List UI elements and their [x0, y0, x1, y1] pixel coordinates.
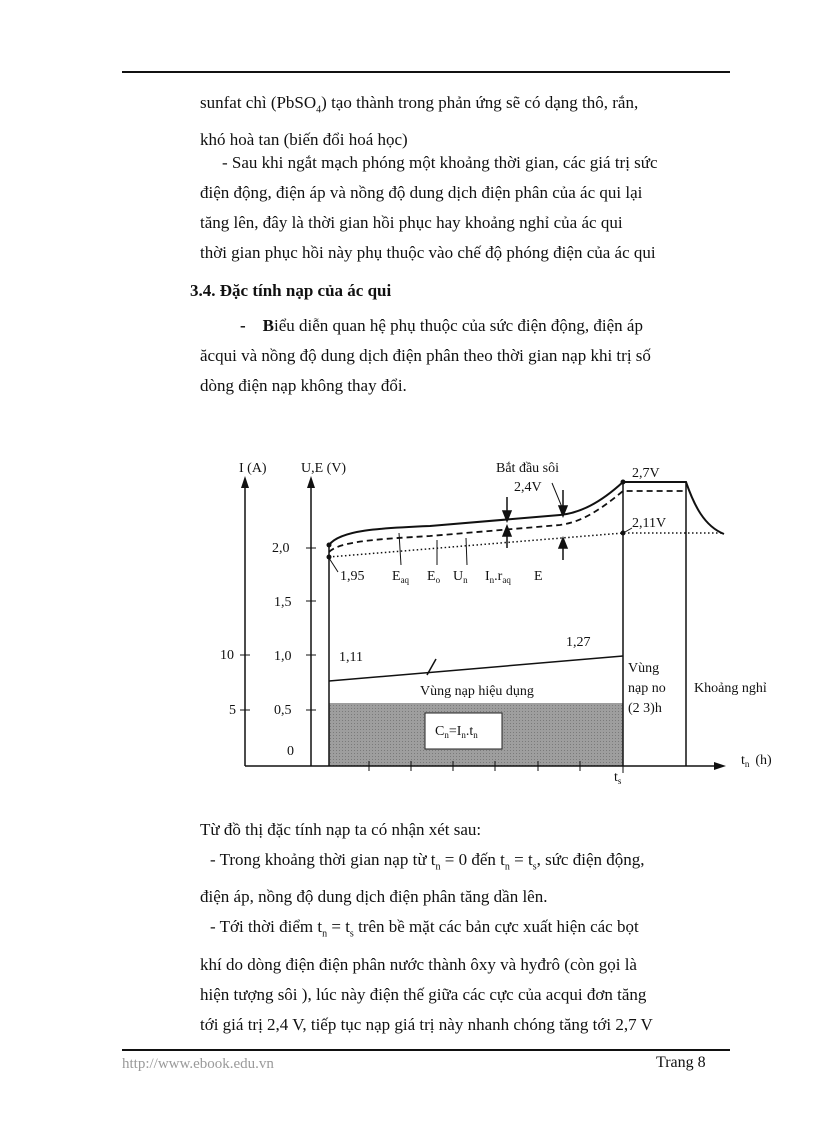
bullet-line-3: dòng điện nạp không thay đổi. [200, 376, 407, 395]
un-label: $U_n$ [453, 569, 468, 585]
observations-line-6: hiện tượng sôi ), lúc này điện thế giữa các cực của acqui đơn tăng [200, 984, 647, 1004]
current-tick-5: 5 [229, 703, 236, 718]
voltage-tick-1-0: 1,0 [274, 649, 292, 664]
intro-line-2: khó hoà tan (biến đổi hoá học) [200, 130, 408, 150]
current-tick-10: 10 [220, 648, 234, 663]
observations-line-3: điện áp, nồng độ dung dịch điện phân tăng dần lên. [200, 887, 548, 907]
observations-paragraph [200, 815, 718, 1040]
voltage-tick-2-0: 2,0 [272, 541, 290, 556]
footer-rule [122, 1049, 730, 1051]
recovery-line-4: thời gian phục hồi này phụ thuộc vào chế độ phóng điện của ác qui [200, 243, 656, 262]
label-leaders [329, 528, 632, 572]
eo-label: $E_o$ [427, 569, 441, 585]
capacity-formula: $C_n=I_n.t_n$ [435, 724, 478, 740]
recovery-line-3: tăng lên, đây là thời gian hồi phục hay khoảng nghỉ của ác qui [200, 213, 623, 232]
intro-line-1: sunfat chì (PbSO$_4$) tạo thành trong phản ứng sẽ có dạng thô, rắn, [200, 93, 639, 116]
v195-label: 1,95 [340, 569, 365, 584]
time-axis-label: $t_n$ (h) [741, 753, 772, 769]
current-axis-label: I (A) [239, 461, 267, 476]
section-heading: 3.4. Đặc tính nạp của ác qui [190, 281, 392, 300]
observations-line-5: khí do dòng điện điện phân nước thành ôxy và hyđrô (còn gọi là [200, 954, 637, 974]
voltage-tick-0-5: 0,5 [274, 703, 292, 718]
voltage-axis-arrow [307, 476, 315, 488]
voltage-tick-1-5: 1,5 [274, 595, 292, 610]
voltage-axis-label: U,E (V) [301, 461, 347, 476]
observations-line-7: tới giá trị 2,4 V, tiếp tục nạp giá trị này nhanh chóng tăng tới 2,7 V [200, 1014, 653, 1034]
ts-label: $t_s$ [614, 770, 622, 786]
v27-label: 2,7V [632, 466, 660, 481]
bullet-line-1: - Biểu diễn quan hệ phụ thuộc của sức điện động, điện áp [240, 316, 643, 335]
inraq-label: $I_n.r_{aq}$ [485, 569, 511, 585]
v24-label: 2,4V [514, 480, 542, 495]
current-axis-arrow [241, 476, 249, 488]
v211-label: 2,11V [632, 516, 667, 531]
effective-zone-label: Vùng nạp hiệu dụng [420, 684, 534, 699]
observations-line-2: - Trong khoảng thời gian nạp từ $t_n = 0$ đến $t_n = t_s$, sức điện động, [210, 850, 645, 873]
page-number: Trang 8 [656, 1054, 706, 1071]
voltage-tick-0: 0 [287, 744, 294, 759]
full-zone-label-1: Vùng [628, 661, 660, 676]
observations-line-1: Từ đồ thị đặc tính nạp ta có nhận xét sau: [200, 820, 482, 839]
y-axis-ticks [240, 548, 316, 710]
recovery-line-1: - Sau khi ngắt mạch phóng một khoảng thời gian, các giá trị sức [222, 153, 658, 172]
v111-label: 1,11 [339, 650, 363, 665]
e-label: E [534, 569, 543, 584]
time-axis-arrow [714, 762, 726, 770]
current-line [329, 656, 623, 681]
boil-start-label: Bắt đầu sôi [496, 461, 559, 476]
eaq-label: $E_{aq}$ [392, 569, 410, 585]
observations-line-4: - Tới thời điểm $t_n = t_s$ trên bề mặt các bản cực xuất hiện các bọt [210, 917, 639, 940]
eo-curve [329, 533, 724, 557]
recovery-line-2: điện động, điện áp và nồng độ dung dịch điện phân của ác qui lại [200, 183, 643, 202]
footer-url: http://www.ebook.edu.vn [122, 1056, 274, 1072]
full-zone-label-3: (2 3)h [628, 701, 662, 716]
bullet-line-2: ăcqui và nồng độ dung dịch điện phân theo thời gian nạp khi trị số [200, 346, 651, 365]
full-zone-label-2: nạp no [628, 681, 666, 696]
rest-label: Khoảng nghỉ [694, 681, 767, 696]
v127-label: 1,27 [566, 635, 591, 650]
